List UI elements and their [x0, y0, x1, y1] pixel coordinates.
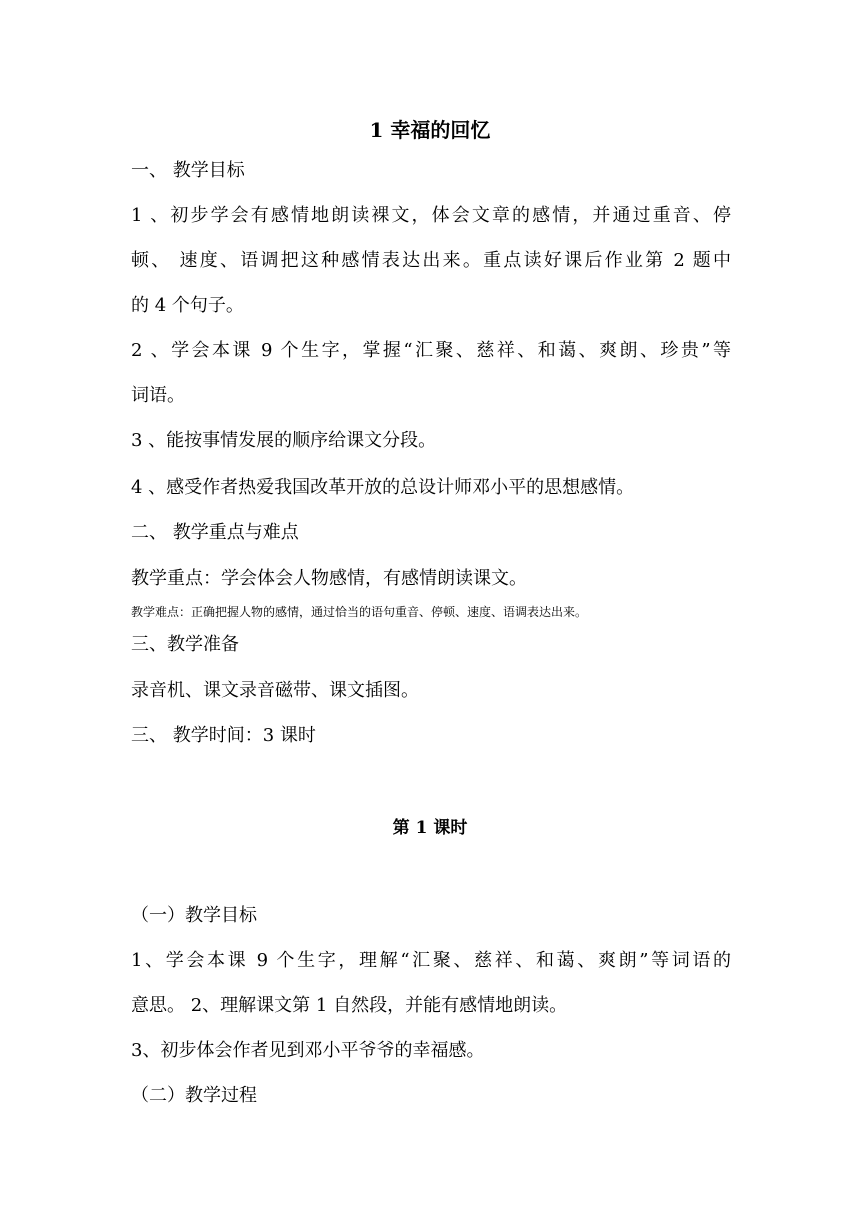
section-heading-key-points: 二、 教学重点与难点 — [131, 522, 299, 543]
subsection-heading-process: （二）教学过程 — [131, 1085, 257, 1106]
lesson-goal-3: 3、初步体会作者见到邓小平爷爷的幸福感。 — [131, 1040, 485, 1061]
goal-3: 3 、能按事情发展的顺序给课文分段。 — [131, 430, 437, 451]
key-point: 教学重点：学会体会人物感情，有感情朗读课文。 — [131, 568, 527, 589]
section-heading-preparation: 三、教学准备 — [131, 634, 239, 655]
difficult-point: 教学难点：正确把握人物的感情，通过恰当的语句重音、停顿、速度、语调表达出来。 — [131, 605, 588, 619]
lesson-goal-1-line-2: 意思。 2、理解课文第 1 自然段，并能有感情地朗读。 — [131, 995, 568, 1016]
document-title: 1 幸福的回忆 — [369, 118, 491, 142]
section-heading-teaching-time: 三、 教学时间：3 课时 — [131, 725, 316, 746]
subsection-heading-goals: （一）教学目标 — [131, 905, 257, 926]
lesson-goal-1-line-1: 1、学会本课 9 个生字，理解“汇聚、慈祥、和蔼、爽朗”等词语的 — [131, 950, 731, 971]
materials: 录音机、课文录音磁带、课文插图。 — [131, 680, 419, 701]
section-heading-teaching-goals: 一、 教学目标 — [131, 160, 245, 181]
goal-2-line-1: 2 、学会本课 9 个生字，掌握“汇聚、慈祥、和蔼、爽朗、珍贵”等 — [131, 340, 731, 361]
goal-1-line-1: 1 、初步学会有感情地朗读裸文，体会文章的感情，并通过重音、停 — [131, 205, 731, 226]
goal-2-line-2: 词语。 — [131, 385, 185, 406]
lesson-heading: 第 1 课时 — [392, 818, 468, 838]
goal-4: 4 、感受作者热爱我国改革开放的总设计师邓小平的思想感情。 — [131, 477, 635, 498]
goal-1-line-2: 顿、 速度、语调把这种感情表达出来。重点读好课后作业第 2 题中 — [131, 250, 731, 271]
goal-1-line-3: 的 4 个句子。 — [131, 295, 244, 316]
